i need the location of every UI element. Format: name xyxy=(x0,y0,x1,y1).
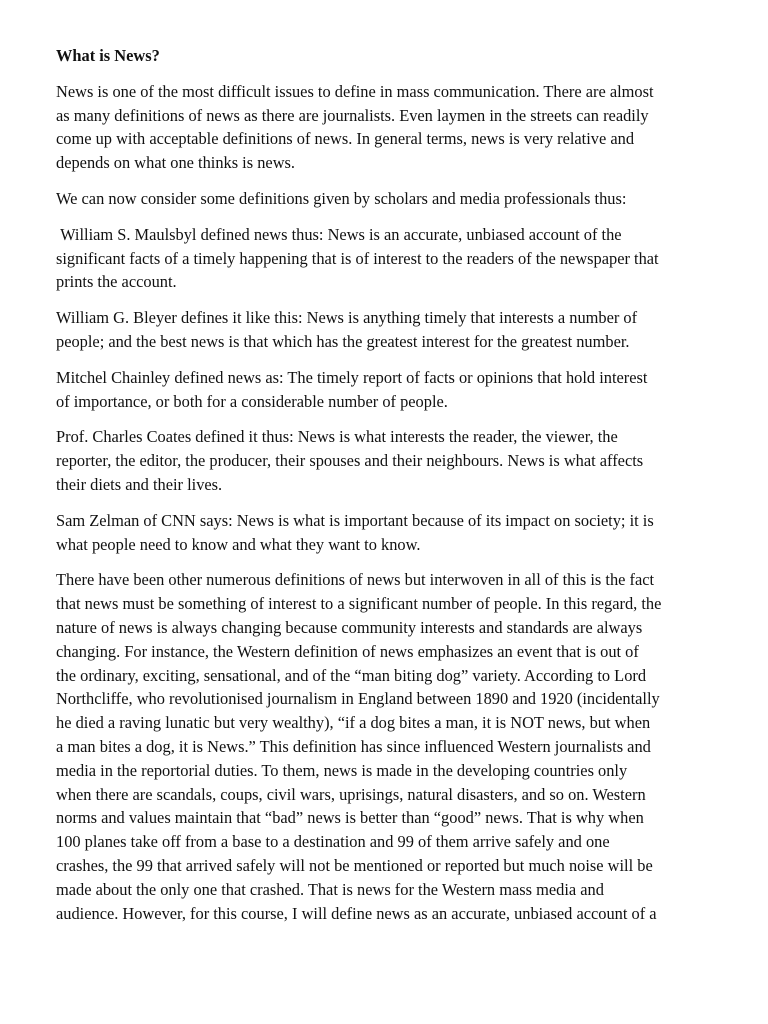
text-line: norms and values maintain that “bad” news is better than “good” news. That is why when xyxy=(56,808,644,828)
text-line: audience. However, for this course, I will define news as an accurate, unbiased account of a xyxy=(56,903,657,923)
text-line: crashes, the 99 that arrived safely will not be mentioned or reported but much noise will be xyxy=(56,855,653,875)
text-line: their diets and their lives. xyxy=(56,474,223,494)
paragraph-definitions-intro xyxy=(56,187,716,211)
paragraph-zelman xyxy=(56,509,716,557)
text-line: nature of news is always changing because community interests and standards are always xyxy=(56,617,643,637)
text-line: when there are scandals, coups, civil wars, uprisings, natural disasters, and so on. Western xyxy=(56,784,646,804)
text-line: come up with acceptable definitions of news. In general terms, news is very relative and xyxy=(56,129,635,149)
text-line: of importance, or both for a considerable number of people. xyxy=(56,391,448,411)
text-line: William S. Maulsbyl defined news thus: News is an accurate, unbiased account of the xyxy=(56,224,622,244)
text-line: changing. For instance, the Western definition of news emphasizes an event that is out of xyxy=(56,641,639,661)
text-line: Northcliffe, who revolutionised journalism in England between 1890 and 1920 (incidentally xyxy=(56,689,660,709)
text-line: he died a raving lunatic but very wealthy), “if a dog bites a man, it is NOT news, but when xyxy=(56,713,651,733)
paragraph-discussion xyxy=(56,568,716,925)
text-line: 100 planes take off from a base to a destination and 99 of them arrive safely and one xyxy=(56,832,610,852)
text-line: what people need to know and what they want to know. xyxy=(56,534,421,554)
text-line: media in the reportorial duties. To them, news is made in the developing countries only xyxy=(56,760,628,780)
text-line: people; and the best news is that which has the greatest interest for the greatest number. xyxy=(56,331,630,351)
paragraph-maulsbyl xyxy=(56,223,716,294)
paragraph-intro xyxy=(56,80,716,175)
text-line: that news must be something of interest to a significant number of people. In this regard, the xyxy=(56,594,662,614)
text-line: There have been other numerous definitions of news but interwoven in all of this is the fact xyxy=(56,570,655,590)
document-title: What is News? xyxy=(56,46,160,65)
text-line: as many definitions of news as there are journalists. Even laymen in the streets can readily xyxy=(56,105,649,125)
text-line: We can now consider some definitions given by scholars and media professionals thus: xyxy=(56,188,627,208)
text-line: reporter, the editor, the producer, their spouses and their neighbours. News is what affects xyxy=(56,451,644,471)
paragraph-coates xyxy=(56,425,716,496)
paragraph-chainley xyxy=(56,366,716,414)
text-line: depends on what one thinks is news. xyxy=(56,153,296,173)
text-line: prints the account. xyxy=(56,272,177,292)
text-line: Mitchel Chainley defined news as: The timely report of facts or opinions that hold interest xyxy=(56,367,648,387)
text-line: a man bites a dog, it is News.” This definition has since influenced Western journalists and xyxy=(56,736,651,756)
text-line: the ordinary, exciting, sensational, and of the “man biting dog” variety. According to Lord xyxy=(56,665,647,685)
text-line: News is one of the most difficult issues to define in mass communication. There are almost xyxy=(56,81,654,101)
document-page xyxy=(56,44,716,937)
text-line: significant facts of a timely happening that is of interest to the readers of the newspaper that xyxy=(56,248,659,268)
text-line: William G. Bleyer defines it like this: News is anything timely that interests a number of xyxy=(56,308,638,328)
text-line: made about the only one that crashed. That is news for the Western mass media and xyxy=(56,879,604,899)
text-line: Sam Zelman of CNN says: News is what is important because of its impact on society; it is xyxy=(56,510,654,530)
paragraph-bleyer xyxy=(56,306,716,354)
text-line: Prof. Charles Coates defined it thus: News is what interests the reader, the viewer, the xyxy=(56,427,618,447)
